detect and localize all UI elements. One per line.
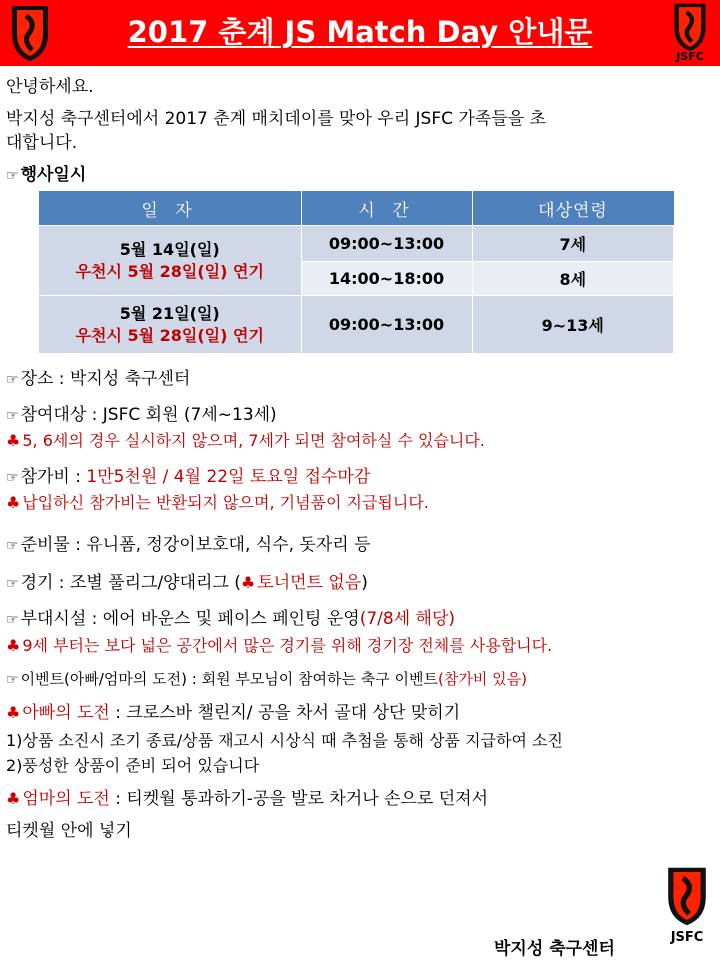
shield-logo-icon bbox=[664, 858, 710, 934]
time-cell: 09:00~13:00 bbox=[301, 296, 472, 354]
facility-extra: ♣ 9세 부터는 보다 넓은 공간에서 많은 경기를 위해 경기장 전체를 사용합니다. bbox=[6, 636, 553, 655]
age-cell: 8세 bbox=[472, 262, 674, 296]
event-line: ☞ 이벤트(아빠/엄마의 도전) : 회원 부모님이 참여하는 축구 이벤트(참가비 있음) bbox=[6, 670, 527, 688]
facility-line: ☞ 부대시설 : 에어 바운스 및 페이스 페인팅 운영(7/8세 해당) bbox=[6, 609, 456, 629]
prize-line-2: 2)풍성한 상품이 준비 되어 있습니다 bbox=[6, 756, 260, 775]
organizer-name: 박지성 축구센터 bbox=[494, 939, 615, 959]
time-cell: 09:00~13:00 bbox=[301, 226, 472, 262]
logo-text: JSFC bbox=[670, 930, 704, 945]
fee-note: ♣ 납입하신 참가비는 반환되지 않으며, 기념품이 지급됩니다. bbox=[6, 493, 429, 512]
fee-value: 1만5천원 / 4월 22일 토요일 접수마감 bbox=[86, 467, 371, 487]
mom-challenge-line-2: 티켓월 안에 넣기 bbox=[6, 821, 132, 841]
supplies-line: ☞ 준비물 : 유니폼, 정강이보호대, 식수, 돗자리 등 bbox=[6, 535, 371, 555]
table-header-row bbox=[39, 191, 674, 226]
pointing-hand-icon: ☞ bbox=[6, 538, 19, 554]
fee-line: ☞ 참가비 : 1만5천원 / 4월 22일 토요일 접수마감 bbox=[6, 467, 371, 487]
header-logo-left bbox=[8, 4, 52, 62]
club-icon: ♣ bbox=[6, 636, 21, 655]
club-icon: ♣ bbox=[6, 431, 21, 450]
target-note: ♣ 5, 6세의 경우 실시하지 않으며, 7세가 되면 참여하실 수 있습니다. bbox=[6, 431, 485, 450]
venue-line: ☞ 장소 : 박지성 축구센터 bbox=[6, 369, 191, 389]
pointing-hand-icon: ☞ bbox=[6, 576, 19, 592]
date-cell bbox=[39, 296, 302, 354]
table-row bbox=[39, 226, 674, 262]
page-title: 2017 춘계 JS Match Day 안내문 bbox=[127, 15, 593, 49]
intro-line-2: 대합니다. bbox=[6, 133, 78, 153]
mom-title: 엄마의 도전 bbox=[22, 789, 110, 809]
club-icon: ♣ bbox=[6, 703, 21, 722]
match-line: ☞ 경기 : 조별 풀리그/양대리그 (♣ 토너먼트 없음) bbox=[6, 573, 368, 593]
age-cell: 7세 bbox=[472, 226, 674, 262]
age-cell: 9~13세 bbox=[472, 296, 674, 354]
target-line: ☞ 참여대상 : JSFC 회원 (7세~13세) bbox=[6, 405, 277, 425]
header-banner bbox=[0, 0, 720, 66]
pointing-hand-icon: ☞ bbox=[6, 672, 19, 688]
shield-logo-icon bbox=[668, 2, 712, 52]
pointing-hand-icon: ☞ bbox=[6, 612, 19, 628]
pointing-hand-icon: ☞ bbox=[6, 168, 19, 184]
facility-note: (7/8세 해당) bbox=[359, 609, 456, 629]
footer-logo bbox=[664, 858, 710, 945]
rain-note: 우천시 5월 28일(일) 연기 bbox=[75, 261, 264, 281]
event-note: (참가비 있음) bbox=[438, 670, 527, 688]
pointing-hand-icon: ☞ bbox=[6, 372, 19, 388]
schedule-table bbox=[38, 191, 674, 354]
dad-title: 아빠의 도전 bbox=[22, 703, 110, 723]
date-cell bbox=[39, 226, 302, 296]
club-icon: ♣ bbox=[240, 573, 256, 592]
table-row bbox=[39, 296, 674, 354]
column-header-age: 대상연령 bbox=[472, 191, 674, 226]
logo-text: JSFC bbox=[676, 50, 704, 63]
dad-challenge-line: ♣ 아빠의 도전 : 크로스바 챌린지/ 공을 차서 골대 상단 맞히기 bbox=[6, 703, 461, 723]
pointing-hand-icon: ☞ bbox=[6, 408, 19, 424]
rain-note: 우천시 5월 28일(일) 연기 bbox=[75, 325, 264, 345]
time-cell: 14:00~18:00 bbox=[301, 262, 472, 296]
intro-line-1: 박지성 축구센터에서 2017 춘계 매치데이를 맞아 우리 JSFC 가족들을 초 bbox=[6, 109, 546, 129]
schedule-heading: ☞ 행사일시 bbox=[6, 165, 87, 185]
header-logo-right bbox=[668, 2, 712, 63]
club-icon: ♣ bbox=[6, 493, 21, 512]
column-header-date: 일 자 bbox=[39, 191, 302, 226]
date-text: 5월 21일(일) bbox=[119, 303, 220, 323]
pointing-hand-icon: ☞ bbox=[6, 470, 19, 486]
date-text: 5월 14일(일) bbox=[119, 239, 220, 259]
mom-challenge-line: ♣ 엄마의 도전 : 티켓월 통과하기-공을 발로 차거나 손으로 던져서 bbox=[6, 789, 488, 809]
club-icon: ♣ bbox=[6, 789, 21, 808]
shield-logo-icon bbox=[8, 4, 52, 62]
match-note: 토너먼트 없음 bbox=[257, 573, 362, 593]
column-header-time: 시 간 bbox=[301, 191, 472, 226]
greeting: 안녕하세요. bbox=[6, 77, 94, 97]
prize-line-1: 1)상품 소진시 조기 종료/상품 재고시 시상식 때 추첨을 통해 상품 지급하여 소진 bbox=[6, 731, 563, 750]
